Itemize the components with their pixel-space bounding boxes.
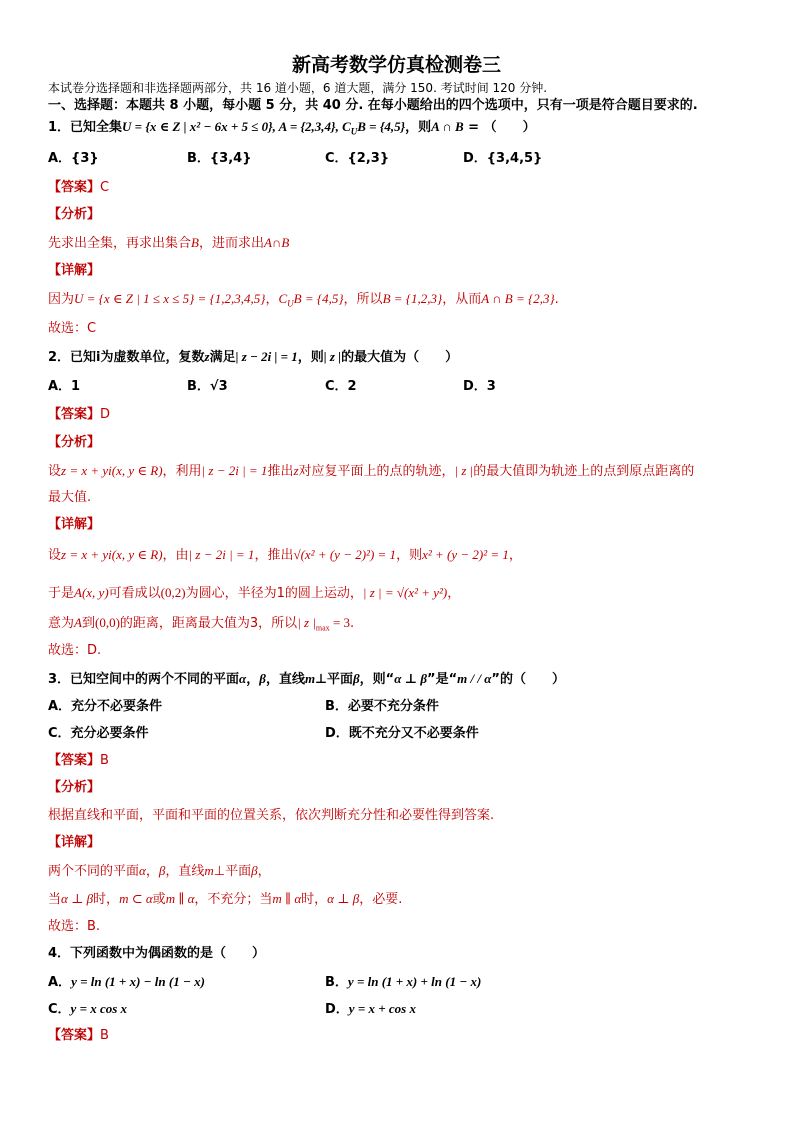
q1-detail-math: U = {x ∈ Z | 1 ≤ x ≤ 5} = {1,2,3,4,5} (74, 291, 266, 306)
q2-stem-text: 2．已知i为虚数单位，复数 (48, 350, 205, 365)
q1-analysis-text2: ，进而求出 (198, 236, 264, 251)
q1-detail-label: 【详解】 (48, 263, 101, 278)
q2-option-c: C．2 (325, 379, 357, 394)
q1-answer (48, 179, 109, 197)
q2-detail-line2 (48, 584, 460, 603)
q3-stem-math4: β (352, 671, 360, 686)
q2-option-d: D．3 (463, 379, 496, 394)
q2-analysis-line2: 最大值. (48, 490, 92, 505)
q3-detail-math: α (139, 863, 146, 878)
q2-detail3-text: 意为 (48, 616, 75, 631)
q2-detail2-math: A(x, y) (74, 585, 109, 600)
q4-option-d (325, 1000, 416, 1019)
q4-option-a-label: A． (48, 975, 72, 990)
q4-answer (48, 1027, 109, 1045)
q2-detail2-math2: (0,2) (160, 585, 186, 600)
q3-detail-text: 两个不同的平面 (48, 864, 140, 879)
q1-option-b: B．{3,4} (187, 151, 252, 166)
q3-stem-math: α (239, 671, 247, 686)
q4-option-c-label: C． (48, 1002, 71, 1017)
q3-detail2-text3: 或 (152, 892, 166, 907)
q3-answer (48, 752, 109, 770)
q2-answer (48, 406, 110, 424)
q2-detail-math3: √(x² + (y − 2)²) = 1 (293, 547, 397, 562)
q1-stem-text3: = （ ） (463, 120, 536, 135)
q3-option-a: A．充分不必要条件 (48, 699, 163, 714)
q4-option-b-label: B． (325, 975, 348, 990)
q2-detail3-sub: max (315, 623, 330, 633)
q4-option-b (325, 973, 481, 992)
q2-detail-math: z = x + yi(x, y ∈ R) (61, 547, 163, 562)
q4-answer-value: B (100, 1028, 109, 1043)
q3-detail-text4: ⊥平面 (213, 864, 252, 879)
q2-detail3-text4: . (350, 616, 355, 631)
q3-stem-math2: β (259, 671, 266, 686)
q3-detail2-text5: 时， (301, 892, 328, 907)
q2-analysis-label: 【分析】 (48, 435, 101, 450)
q3-option-d: D．既不充分又不必要条件 (325, 726, 479, 741)
q3-analysis-label: 【分析】 (48, 780, 101, 795)
q2-detail-math2: | z − 2i | = 1 (188, 547, 255, 562)
section-1-heading: 一、选择题：本题共 8 小题，每小题 5 分，共 40 分. 在每小题给出的四个选项中，只有一项是符合题目要求的. (48, 98, 698, 113)
q4-option-a (48, 973, 205, 992)
q3-stem-text4: ⊥平面 (315, 672, 353, 687)
q3-detail-label: 【详解】 (48, 835, 101, 850)
q3-detail-text5: ， (257, 864, 271, 879)
q4-option-d-math: y = x + cos x (348, 1001, 416, 1016)
q1-detail-math3: B = {4,5} (293, 291, 344, 306)
q2-analysis-math4: | z | (454, 463, 474, 478)
q1-analysis-math2: A∩B (263, 235, 290, 250)
q2-detail3-math: A (74, 615, 82, 630)
q4-option-c (48, 1000, 127, 1019)
q1-detail-text: 因为 (48, 292, 75, 307)
q3-stem-math6: m / / α (457, 671, 492, 686)
q3-detail2-math3: m ∥ α (165, 891, 195, 906)
q2-analysis-line1 (48, 462, 694, 481)
q1-answer-value: C (100, 180, 110, 195)
q3-detail2-text4: ，不充分；当 (194, 892, 273, 907)
q3-answer-value: B (100, 753, 109, 768)
q1-analysis (48, 234, 289, 253)
q3-detail-math2: β (158, 863, 166, 878)
q2-stem-text4: 的最大值为（ ） (341, 350, 459, 365)
q2-detail2-text2: 可看成以 (108, 586, 161, 601)
q1-detail-math5: A ∩ B = {2,3} (481, 291, 555, 306)
q3-detail-math4: β (251, 863, 258, 878)
q3-detail-math3: m (204, 863, 214, 878)
q2-analysis-text2: ，利用 (162, 464, 202, 479)
q2-detail-line1 (48, 546, 522, 565)
q1-stem-sub: U (350, 126, 358, 137)
q3-detail-line1 (48, 862, 271, 881)
page-title: 新高考数学仿真检测卷三 (291, 54, 501, 76)
q2-analysis-math: z = x + yi(x, y ∈ R) (61, 463, 163, 478)
q4-option-c-math: y = x cos x (70, 1001, 128, 1016)
q2-detail-text2: ，由 (162, 548, 189, 563)
q3-stem-math3: m (304, 671, 316, 686)
q3-option-b: B．必要不充分条件 (325, 699, 439, 714)
q2-answer-value: D (100, 407, 111, 422)
q2-detail2-math3: | z | = √(x² + y²) (362, 585, 448, 600)
q3-stem-text7: ”的（ ） (491, 672, 565, 687)
q2-detail3-text2: 到 (81, 616, 95, 631)
q2-detail-text4: ，则 (396, 548, 423, 563)
q1-stem-math3: A ∩ B (431, 119, 464, 134)
q1-stem-math: U = {x ∈ Z | x² − 6x + 5 ≤ 0}, A = {2,3,4}, C (122, 119, 351, 134)
q2-detail-label: 【详解】 (48, 517, 101, 532)
q2-analysis-text3: 推出 (267, 464, 294, 479)
answer-label: 【答案】 (48, 180, 101, 195)
q2-conclusion: 故选：D. (48, 643, 102, 658)
q1-option-c: C．{2,3} (325, 151, 390, 166)
q3-detail2-text2: 时， (93, 892, 120, 907)
q2-detail2-text: 于是 (48, 586, 75, 601)
q4-option-d-label: D． (325, 1002, 349, 1017)
q3-detail2-text6: ，必要. (359, 892, 403, 907)
q2-detail-text3: ，推出 (254, 548, 294, 563)
q1-detail-text2: ， (265, 292, 279, 307)
q2-option-a: A．1 (48, 379, 81, 394)
q2-detail-text5: ， (508, 548, 522, 563)
q2-stem-math3: | z | (323, 349, 342, 364)
q2-analysis-math2: | z − 2i | = 1 (201, 463, 268, 478)
q4-option-a-math: y = ln (1 + x) − ln (1 − x) (71, 974, 205, 989)
q2-stem-text3: ，则 (297, 350, 324, 365)
q3-analysis: 根据直线和平面，平面和平面的位置关系，依次判断充分性和必要性得到答案. (48, 808, 495, 823)
q1-analysis-text: 先求出全集，再求出集合 (48, 236, 192, 251)
q2-detail2-text4: ， (447, 586, 461, 601)
answer-label: 【答案】 (48, 407, 101, 422)
q1-detail-text5: . (554, 292, 559, 307)
q1-detail-text3: ，所以 (343, 292, 383, 307)
q1-option-d: D．{3,4,5} (463, 151, 543, 166)
q4-option-b-math: y = ln (1 + x) + ln (1 − x) (347, 974, 482, 989)
q2-analysis-math3: z (293, 463, 299, 478)
q3-stem (48, 670, 565, 689)
q2-stem-math2: | z − 2i | = 1 (235, 349, 298, 364)
q3-option-c: C．充分必要条件 (48, 726, 149, 741)
q1-analysis-label: 【分析】 (48, 207, 101, 222)
q2-analysis-text4: 对应复平面上的点的轨迹， (298, 464, 455, 479)
q1-detail-math4: B = {1,2,3} (382, 291, 443, 306)
q2-detail-text: 设 (48, 548, 62, 563)
q3-stem-text5: ，则“ (359, 672, 395, 687)
q2-stem (48, 348, 458, 367)
q2-detail3-math3: | z | (297, 615, 316, 630)
q3-detail2-math: α ⊥ β (61, 891, 94, 906)
q3-detail2-math2: m ⊂ α (119, 891, 153, 906)
q2-stem-text2: 满足 (209, 350, 236, 365)
q2-option-b: B．√3 (187, 379, 228, 394)
q1-detail-text4: ，从而 (442, 292, 482, 307)
q3-detail-text2: ， (145, 864, 159, 879)
q1-analysis-math: B (191, 235, 199, 250)
answer-label: 【答案】 (48, 753, 101, 768)
q1-detail (48, 290, 559, 313)
q1-stem-text2: ，则 (405, 120, 432, 135)
exam-intro: 本试卷分选择题和非选择题两部分，共 16 道小题，6 道大题，满分 150. 考试时间 120 分钟. (48, 81, 548, 95)
q2-stem-math: z (204, 349, 210, 364)
q1-stem (48, 118, 536, 141)
q1-detail-sub: U (287, 298, 294, 309)
q2-detail3-math4: = 3 (329, 615, 351, 630)
q1-detail-math2: C (278, 291, 288, 306)
q1-stem-text: 1．已知全集 (48, 120, 123, 135)
q2-detail2-text3: 为圆心，半径为1的圆上运动， (185, 586, 363, 601)
q1-conclusion: 故选：C (48, 321, 97, 336)
q3-detail-line2 (48, 890, 402, 909)
q3-stem-text6: ”是“ (427, 672, 458, 687)
q3-stem-math5: α ⊥ β (394, 671, 428, 686)
q3-detail2-text: 当 (48, 892, 62, 907)
q3-stem-text2: ， (246, 672, 260, 687)
q2-analysis-text: 设 (48, 464, 62, 479)
q3-detail-text3: ，直线 (165, 864, 205, 879)
q2-detail-math4: x² + (y − 2)² = 1 (422, 547, 509, 562)
q2-detail3-text3: 的距离，距离最大值为3，所以 (119, 616, 298, 631)
q1-option-a: A．{3} (48, 151, 99, 166)
q4-stem: 4．下列函数中为偶函数的是（ ） (48, 946, 266, 961)
q1-stem-math2: B = {4,5} (357, 119, 406, 134)
q3-conclusion: 故选：B. (48, 919, 101, 934)
q3-detail2-math5: α ⊥ β (327, 891, 360, 906)
q2-detail3-math2: (0,0) (94, 615, 120, 630)
q3-detail2-math4: m ∥ α (272, 891, 302, 906)
q2-analysis-text5: 的最大值即为轨迹上的点到原点距离的 (473, 464, 695, 479)
q3-stem-text: 3．已知空间中的两个不同的平面 (48, 672, 240, 687)
q3-stem-text3: ，直线 (265, 672, 305, 687)
answer-label: 【答案】 (48, 1028, 101, 1043)
q2-detail-line3 (48, 614, 354, 638)
